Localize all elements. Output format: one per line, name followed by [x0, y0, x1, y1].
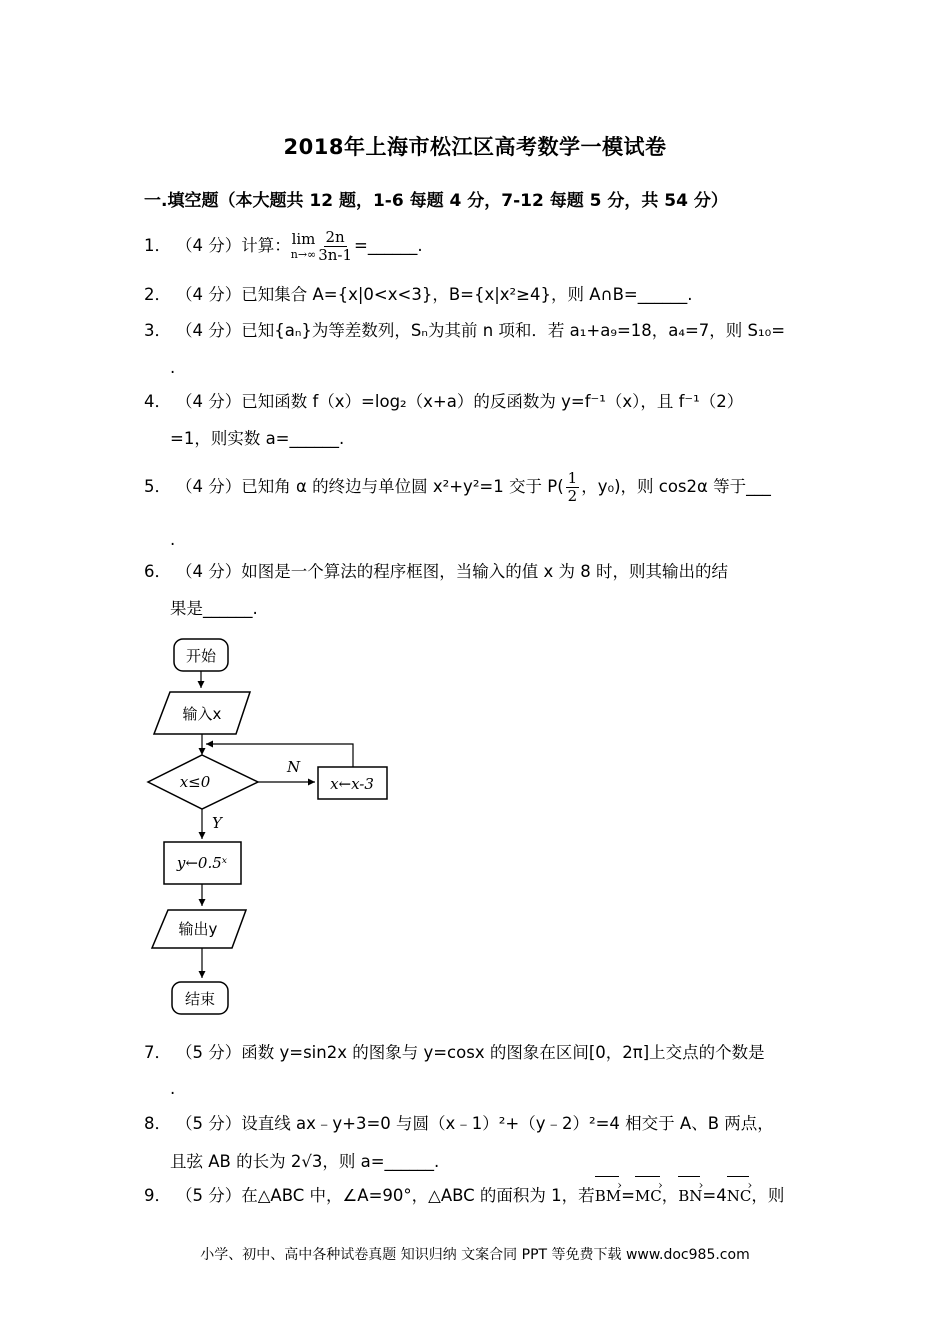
question-number: 5．: [144, 477, 171, 496]
question-number: 3．: [144, 321, 171, 340]
question-8: [144, 1106, 812, 1142]
vector-mc: MC ›: [635, 1178, 662, 1214]
question-9: 9． （5 分）在△ABC 中，∠A=90°，△ABC 的面积为 1，若BM ›=MC ›，BN ›=4NC ›，则: [144, 1178, 812, 1214]
start-label: 开始: [185, 647, 217, 665]
limit-expression: lim n→∞: [290, 229, 317, 261]
question-2: [144, 277, 812, 313]
question-number: 6．: [144, 562, 171, 581]
question-text: （4 分）已知集合 A={x|0<x<3}，B={x|x²≥4}，则 A∩B=______.: [176, 285, 693, 304]
question-5-continuation: .: [170, 530, 176, 549]
question-3-continuation: .: [170, 358, 176, 377]
update-label: x←x-3: [330, 775, 374, 793]
fraction: $\frac{1}{2}$: [567, 469, 578, 505]
question-3: [144, 313, 812, 349]
question-number: 7．: [144, 1043, 171, 1062]
question-text: （4 分）计算：: [176, 236, 291, 255]
yes-branch-label: Y: [212, 814, 222, 832]
page-footer: 小学、初中、高中各种试卷真题 知识归纳 文案合同 PPT 等免费下载 www.doc985.com: [200, 1247, 750, 1263]
section-heading: 一.填空题（本大题共 12 题，1-6 每题 4 分，7-12 每题 5 分，共 54 分）: [144, 191, 728, 211]
page-title: 2018年上海市松江区高考数学一模试卷: [283, 135, 667, 159]
question-4-continuation: =1，则实数 a=______.: [170, 429, 345, 448]
end-label: 结束: [184, 990, 216, 1008]
question-text: （4 分）已知角 α 的终边与单位圆 x²+y²=1 交于 P(: [176, 477, 564, 496]
question-6-continuation: 果是______.: [170, 599, 258, 618]
vector-nc: NC ›: [727, 1178, 752, 1214]
question-5: [144, 469, 812, 505]
question-6: [144, 554, 812, 590]
question-tail: =______.: [354, 236, 423, 255]
question-number: 9．: [144, 1186, 171, 1205]
flowchart: [140, 630, 400, 1020]
question-text: （5 分）函数 y=sin2x 的图象与 y=cosx 的图象在区间[0，2π]上交点的个数是: [176, 1043, 765, 1062]
question-number: 4．: [144, 392, 171, 411]
vector-bn: BN ›: [678, 1178, 702, 1214]
question-1: [144, 228, 812, 264]
question-number: 1．: [144, 236, 171, 255]
question-number: 2．: [144, 285, 171, 304]
question-text: （4 分）已知函数 f（x）=log₂（x+a）的反函数为 y=f⁻¹（x），且 f⁻¹（2）: [176, 392, 744, 411]
question-text: （4 分）如图是一个算法的程序框图，当输入的值 x 为 8 时，则其输出的结: [176, 562, 728, 581]
condition-label: x≤0: [179, 773, 211, 791]
fraction: $\frac{2n}{3n-1}$: [318, 228, 353, 264]
assign-label: y←0.5ˣ: [176, 854, 228, 872]
no-branch-label: N: [287, 758, 301, 776]
question-4: [144, 384, 812, 420]
vector-bm: BM ›: [595, 1178, 621, 1214]
input-label: 输入x: [182, 705, 222, 723]
output-label: 输出y: [178, 920, 218, 938]
question-number: 8．: [144, 1114, 171, 1133]
question-text: （4 分）已知{aₙ}为等差数列，Sₙ为其前 n 项和．若 a₁+a₉=18，a₄=7，则 S₁₀=: [176, 321, 786, 340]
question-text: （5 分）在△ABC 中，∠A=90°，△ABC 的面积为 1，若: [176, 1186, 595, 1205]
question-7-continuation: .: [170, 1079, 176, 1098]
question-8-continuation: 且弦 AB 的长为 2√3，则 a=______.: [170, 1152, 440, 1171]
question-text: （5 分）设直线 ax﹣y+3=0 与圆（x﹣1）²+（y﹣2）²=4 相交于 A、B 两点，: [176, 1114, 774, 1133]
question-7: [144, 1035, 812, 1071]
question-tail: ，y₀)，则 cos2α 等于___: [581, 477, 771, 496]
